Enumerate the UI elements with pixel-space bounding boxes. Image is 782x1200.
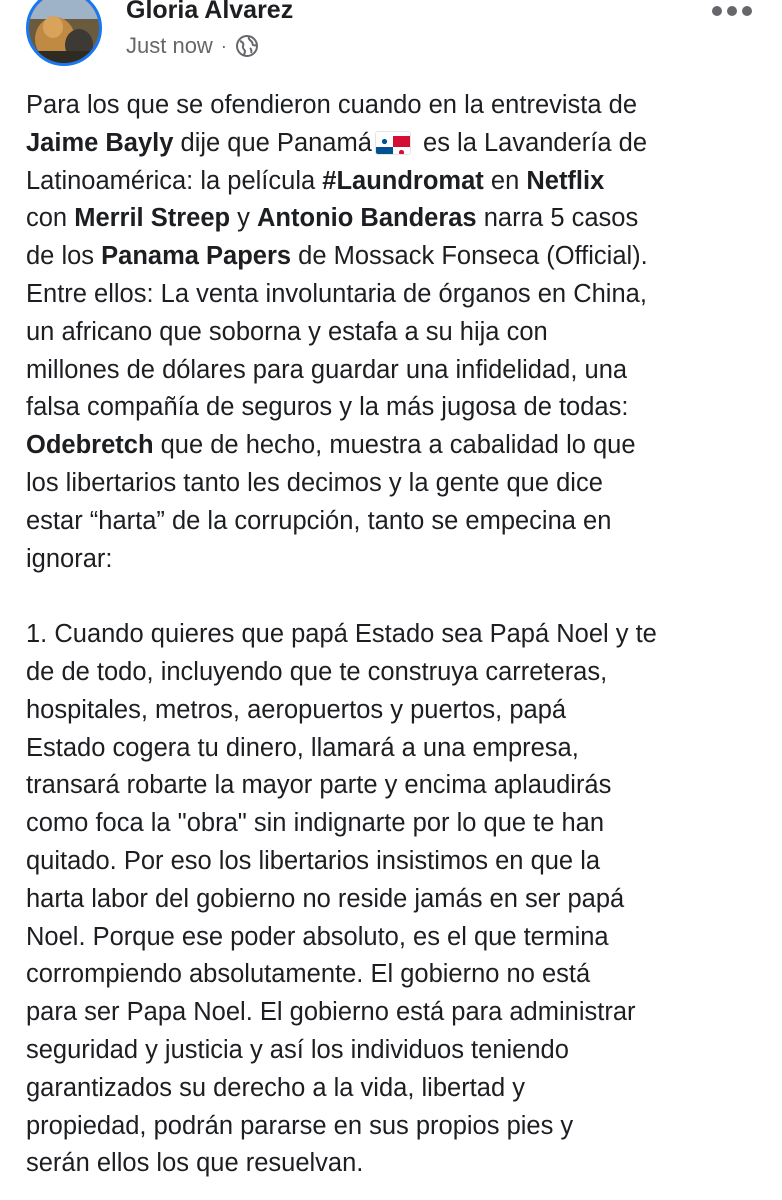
post-line: Noel. Porque ese poder absoluto, es el que termina [26, 922, 609, 951]
post-line: millones de dólares para guardar una infidelidad, una [26, 355, 628, 384]
post-line: estar “harta” de la corrupción, tanto se empecina en [26, 506, 612, 535]
post-line: Entre ellos: La venta involuntaria de órganos en China, [26, 279, 647, 308]
mention-antonio-banderas[interactable]: Antonio Banderas [257, 204, 477, 233]
meta-separator: · [220, 35, 227, 56]
author-name[interactable]: Gloria Alvarez [126, 0, 294, 24]
post-line: garantizados su derecho a la vida, libertad y [26, 1073, 525, 1102]
post-line: de los Panama Papers de Mossack Fonseca (Official). [26, 242, 648, 271]
post-body [26, 87, 766, 1183]
post-timestamp[interactable]: Just now [126, 33, 213, 58]
post-line: harta labor del gobierno no reside jamás en ser papá [26, 884, 625, 913]
post-meta [126, 33, 259, 59]
mention-panama-papers[interactable]: Panama Papers [101, 242, 292, 271]
panama-flag-icon [376, 132, 410, 154]
post-header [0, 0, 782, 82]
post-line: Estado cogera tu dinero, llamará a una empresa, [26, 733, 579, 762]
post-line: seguridad y justicia y así los individuos teniendo [26, 1035, 569, 1064]
post-line: falsa compañía de seguros y la más jugosa de todas: [26, 393, 629, 422]
post-line: como foca la "obra" sin indignarte por lo que te han [26, 809, 605, 838]
post-line: quitado. Por eso los libertarios insistimos en que la [26, 846, 601, 875]
paragraph-gap [26, 578, 766, 616]
post-line: Para los que se ofendieron cuando en la entrevista de [26, 91, 638, 119]
hashtag-laundromat[interactable]: #Laundromat [322, 166, 484, 195]
post-line: de de todo, incluyendo que te construya carreteras, [26, 657, 608, 686]
post-line: los libertarios tanto les decimos y la gente que dice [26, 468, 603, 497]
mention-jaime-bayly[interactable]: Jaime Bayly [26, 128, 174, 157]
mention-odebretch[interactable]: Odebretch [26, 431, 154, 460]
post-line: serán ellos los que resuelvan. [26, 1149, 364, 1178]
post-line: con Merril Streep y Antonio Banderas narra 5 casos [26, 204, 639, 233]
post-line: Latinoamérica: la película #Laundromat en Netflix [26, 166, 605, 195]
post-line: un africano que soborna y estafa a su hija con [26, 317, 548, 346]
post-line: propiedad, podrán pararse en sus propios pies y [26, 1111, 574, 1140]
mention-netflix[interactable]: Netflix [526, 166, 605, 195]
post-line: Odebretch que de hecho, muestra a cabalidad lo que [26, 431, 636, 460]
post-line: para ser Papa Noel. El gobierno está para administrar [26, 998, 636, 1027]
post-line: 1. Cuando quieres que papá Estado sea Papá Noel y te [26, 620, 657, 649]
mention-merril-streep[interactable]: Merril Streep [74, 204, 231, 233]
post-line: ignorar: [26, 544, 113, 573]
post-line: corrompiendo absolutamente. El gobierno no está [26, 960, 591, 989]
author-avatar[interactable] [26, 0, 102, 66]
post-line: hospitales, metros, aeropuertos y puertos, papá [26, 695, 567, 724]
post-line: transará robarte la mayor parte y encima aplaudirás [26, 771, 612, 800]
globe-icon[interactable] [235, 34, 259, 58]
post-line: Jaime Bayly dije que Panamá es la Lavandería de [26, 128, 648, 157]
more-options-icon[interactable] [712, 6, 752, 16]
